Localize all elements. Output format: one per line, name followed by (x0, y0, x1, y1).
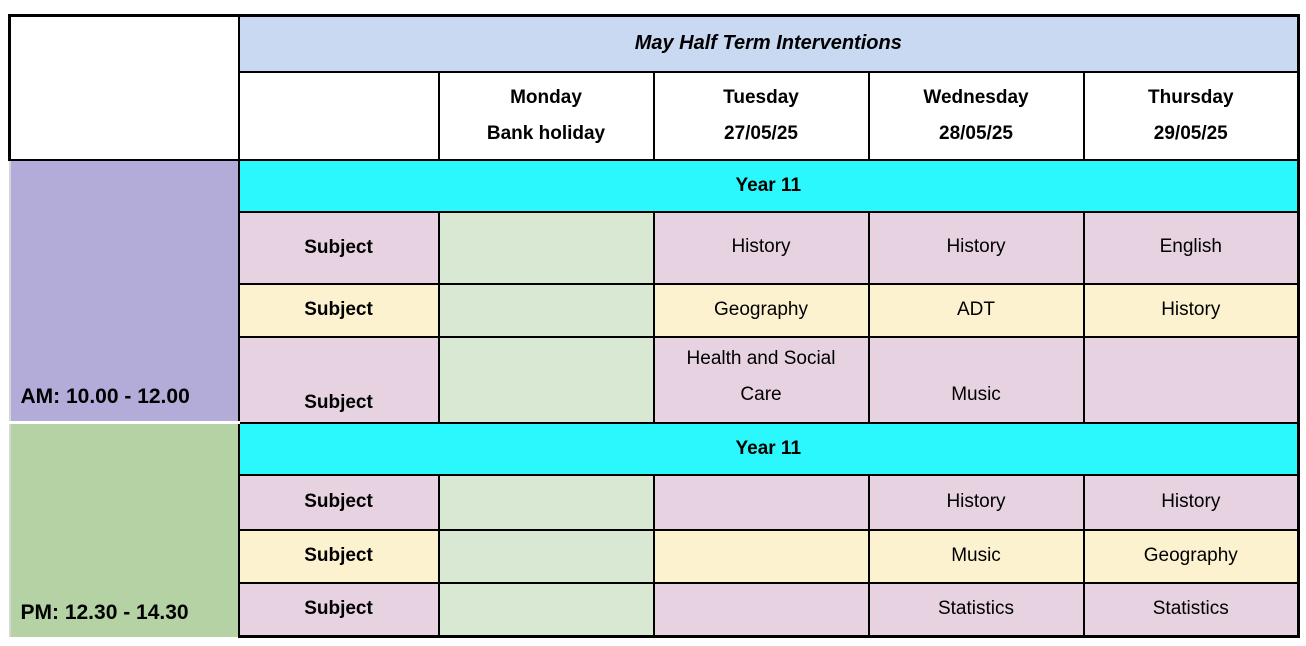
subject-cell: History (654, 212, 869, 284)
blank-header-cell (239, 72, 439, 160)
day-detail: Bank holiday (486, 122, 606, 144)
subject-cell: ADT (869, 284, 1084, 337)
subject-cell (654, 475, 869, 530)
bank-holiday-cell (439, 530, 654, 583)
bank-holiday-cell (439, 337, 654, 423)
subject-cell: History (1084, 284, 1299, 337)
subject-cell: History (1084, 475, 1299, 530)
subject-cell: Health and Social Care (654, 337, 869, 423)
subject-cell: Geography (654, 284, 869, 337)
subject-cell: Statistics (1084, 583, 1299, 637)
day-detail: 28/05/25 (939, 122, 1013, 144)
bank-holiday-cell (439, 475, 654, 530)
subject-cell: Music (869, 337, 1084, 423)
subject-row-label: Subject (239, 284, 439, 337)
day-name: Thursday (1148, 87, 1234, 109)
day-header-tuesday (654, 72, 869, 160)
subject-cell (1084, 337, 1299, 423)
bank-holiday-cell (439, 583, 654, 637)
subject-cell (654, 530, 869, 583)
subject-cell: History (869, 212, 1084, 284)
day-detail: 29/05/25 (1153, 122, 1228, 144)
subject-row-label: Subject (239, 475, 439, 530)
am-year-banner: Year 11 (239, 160, 1299, 212)
pm-time-label: PM: 12.30 - 14.30 (10, 423, 239, 637)
subject-cell (654, 583, 869, 637)
day-header-thursday (1084, 72, 1299, 160)
subject-cell: Geography (1084, 530, 1299, 583)
day-name: Monday (510, 87, 582, 109)
subject-row-label: Subject (239, 337, 439, 423)
corner-cell (10, 16, 239, 160)
day-header-wednesday (869, 72, 1084, 160)
subject-row-label: Subject (239, 530, 439, 583)
subject-row-label: Subject (239, 212, 439, 284)
subject-cell: Music (869, 530, 1084, 583)
am-time-label: AM: 10.00 - 12.00 (10, 160, 239, 423)
bank-holiday-cell (439, 212, 654, 284)
day-detail: 27/05/25 (724, 122, 798, 144)
day-name: Tuesday (723, 87, 799, 109)
subject-cell: English (1084, 212, 1299, 284)
pm-year-banner: Year 11 (239, 423, 1299, 475)
day-name: Wednesday (923, 87, 1029, 109)
subject-cell: History (869, 475, 1084, 530)
table-title: May Half Term Interventions (239, 16, 1299, 72)
subject-cell: Statistics (869, 583, 1084, 637)
bank-holiday-cell (439, 284, 654, 337)
subject-row-label: Subject (239, 583, 439, 637)
intervention-timetable (8, 14, 1300, 638)
day-header-monday (439, 72, 654, 160)
